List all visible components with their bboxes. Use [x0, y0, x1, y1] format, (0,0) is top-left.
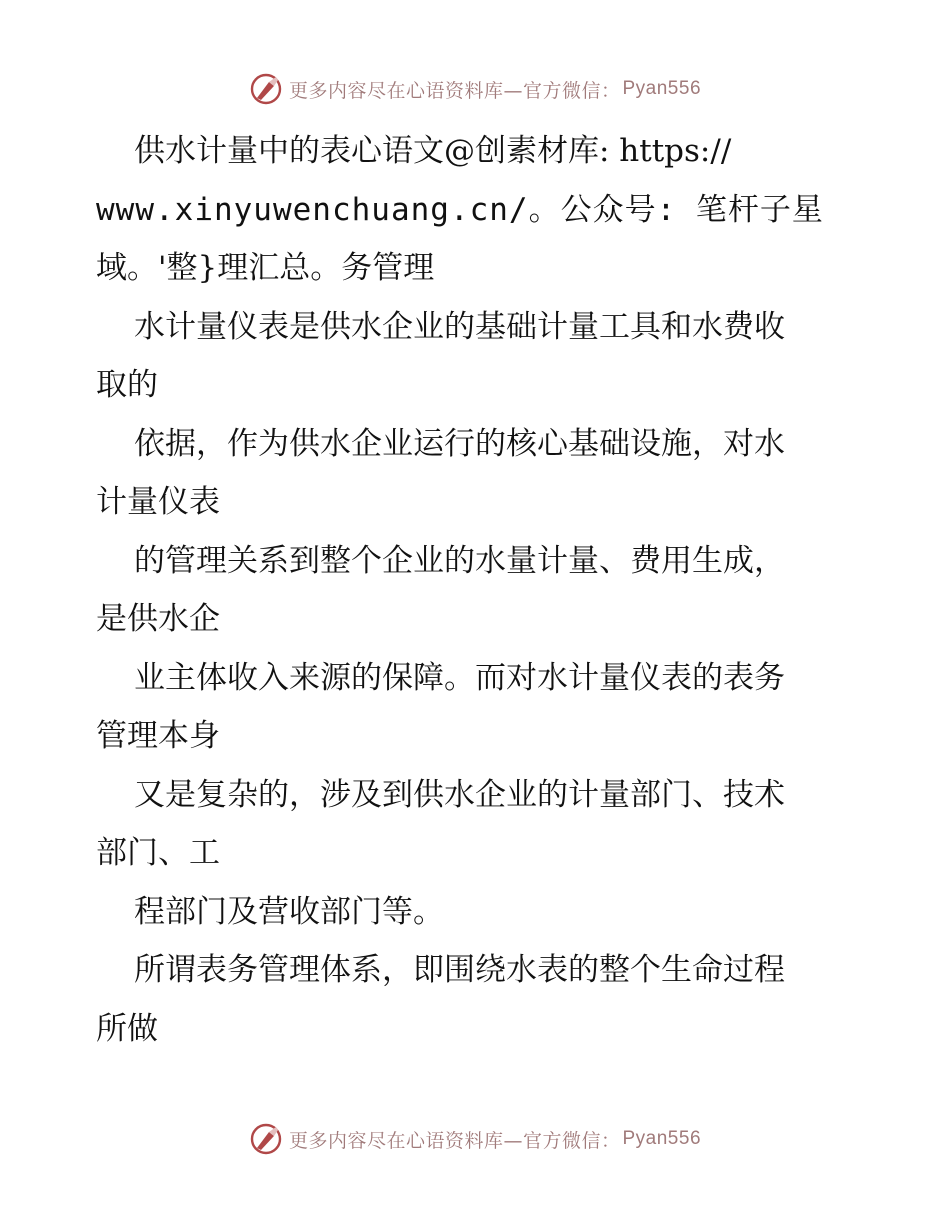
pen-logo-icon — [249, 1122, 283, 1156]
body-line: 的管理关系到整个企业的水量计量、费用生成， — [134, 542, 785, 579]
body-line: 域。'整}理汇总。务管理 — [96, 250, 435, 286]
footer-banner-text: 更多内容尽在心语资料库—官方微信： — [288, 1129, 621, 1152]
body-line: 管理本身 — [96, 718, 220, 754]
document-body — [96, 122, 856, 1058]
body-line: 计量仪表 — [96, 484, 220, 520]
body-line: www.xinyuwenchuang.cn/。公众号: 笔杆子星 — [96, 191, 824, 228]
body-line: 供水计量中的表心语文@创素材库: https:// — [134, 133, 732, 169]
body-line: 程部门及营收部门等。 — [134, 893, 444, 930]
body-line: 取的 — [96, 367, 158, 403]
body-line: 是供水企 — [96, 601, 220, 637]
body-line: 所做 — [96, 1010, 158, 1047]
body-line: 部门、工 — [96, 835, 220, 871]
header-banner-wechat-id: Pyan556 — [622, 78, 702, 99]
body-line: 水计量仪表是供水企业的基础计量工具和水费收 — [134, 308, 785, 345]
body-line: 业主体收入来源的保障。而对水计量仪表的表务 — [134, 659, 785, 696]
header-banner-text: 更多内容尽在心语资料库—官方微信： — [288, 79, 621, 102]
body-line: 所谓表务管理体系，即围绕水表的整个生命过程 — [134, 952, 785, 988]
header-banner — [0, 72, 950, 106]
footer-banner-wechat-id: Pyan556 — [622, 1128, 702, 1149]
footer-banner — [0, 1122, 950, 1156]
body-line: 依据，作为供水企业运行的核心基础设施，对水 — [134, 425, 785, 462]
body-line: 又是复杂的，涉及到供水企业的计量部门、技术 — [134, 776, 785, 813]
pen-logo-icon — [249, 72, 283, 106]
